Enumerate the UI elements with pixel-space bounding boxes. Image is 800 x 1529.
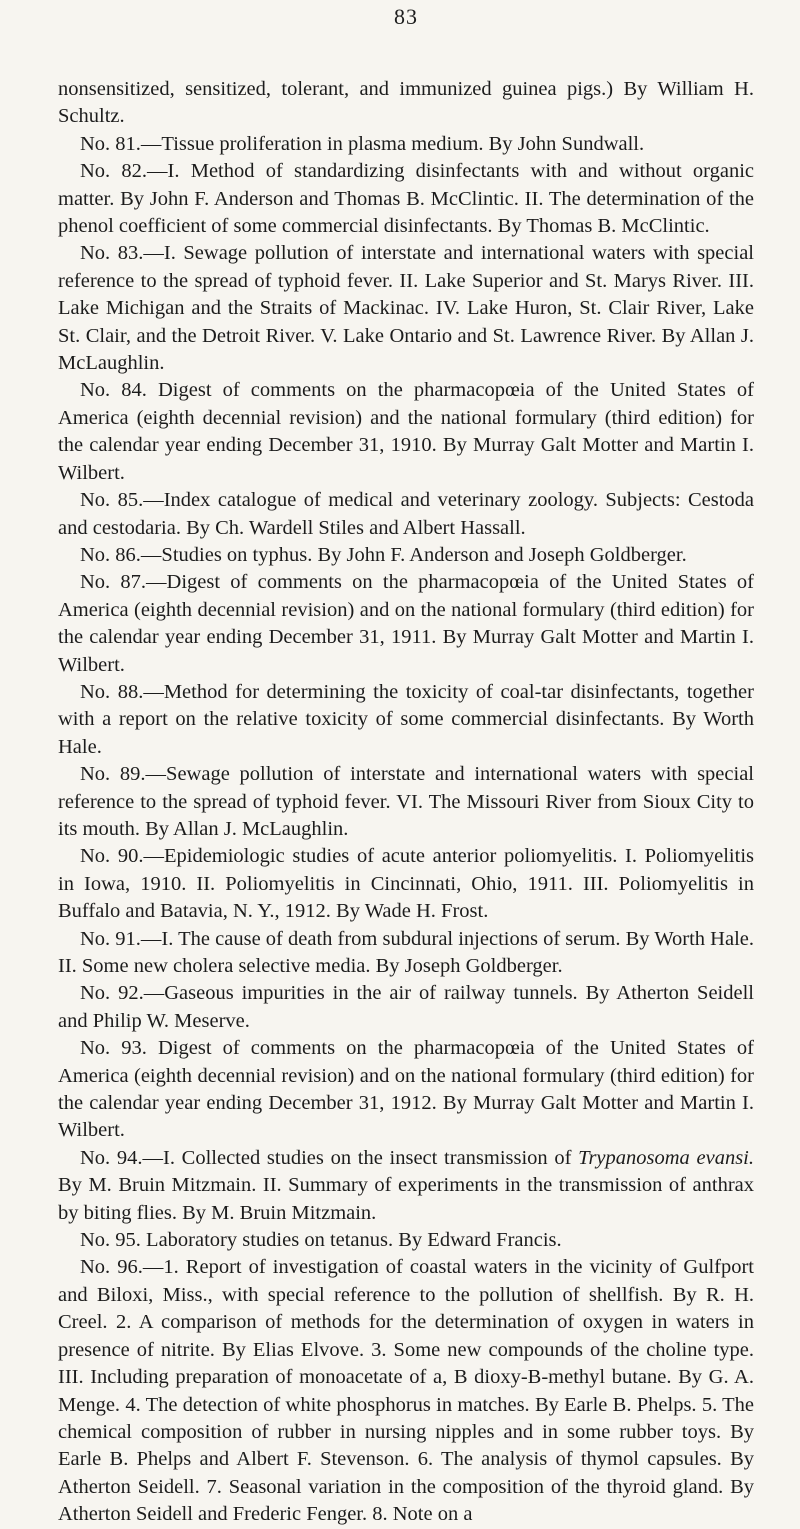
paragraph-no-84: No. 84. Digest of comments on the pharmacopœia of the United States of America (eighth decennial revision) and the national formulary (third edition) for the calendar year ending December 31, 1910. By Murray Galt Motter and Martin I. Wilbert. [58,379,754,484]
paragraph-no-83: No. 83.—I. Sewage pollution of interstate and international waters with special reference to the spread of typhoid fever. II. Lake Superior and St. Marys River. III. Lake Michigan and the Straits of Mackinac. IV. Lake Huron, St. Clair River, Lake St. Clair, and the Detroit River. V. Lake Ontario and St. Lawrence River. By Allan J. McLaughlin. [58,242,754,375]
paragraph-no-94-italic-term: Trypanosoma evansi. [578,1146,754,1169]
paragraph-no-82: No. 82.—I. Method of standardizing disinfectants with and without organic matter. By John F. Anderson and Thomas B. McClintic. II. The determination of the phenol coefficient of some commercial disinfectants. By Thomas B. McClintic. [58,160,754,238]
paragraph-no-81: No. 81.—Tissue proliferation in plasma medium. By John Sundwall. [80,132,645,155]
paragraph-no-85: No. 85.—Index catalogue of medical and veterinary zoology. Subjects: Cestoda and cestodaria. By Ch. Wardell Stiles and Albert Hassall. [58,489,754,539]
paragraph-no-91: No. 91.—I. The cause of death from subdural injections of serum. By Worth Hale. II. Some new cholera selective media. By Joseph Goldberger. [58,927,754,977]
paragraph-no-95: No. 95. Laboratory studies on tetanus. By Edward Francis. [80,1229,562,1252]
paragraph-no-92: No. 92.—Gaseous impurities in the air of railway tunnels. By Atherton Seidell and Philip W. Meserve. [58,982,754,1032]
paragraph-no-89: No. 89.—Sewage pollution of interstate and international waters with special reference to the spread of typhoid fever. VI. The Missouri River from Sioux City to its mouth. By Allan J. McLaughlin. [58,763,754,840]
paragraph-no-94 [58,1145,754,1227]
paragraph-no-87: No. 87.—Digest of comments on the pharmacopœia of the United States of America (eighth decennial revision) and on the national formulary (third edition) for the calendar year ending December 31, 1911. By Murray Galt Motter and Martin I. Wilbert. [58,571,754,676]
paragraph-no-90: No. 90.—Epidemiologic studies of acute anterior poliomyelitis. I. Poliomyelitis in Iowa, 1910. II. Poliomyelitis in Cincinnati, Ohio, 1911. III. Poliomyelitis in Buffalo and Batavia, N. Y., 1912. By Wade H. Frost. [58,845,754,923]
paragraph-no-96: No. 96.—1. Report of investigation of coastal waters in the vicinity of Gulfport and Biloxi, Miss., with special reference to the pollution of shellfish. By R. H. Creel. 2. A comparison of methods for the determination of oxygen in waters in presence of nitrite. By Elias Elvove. 3. Some new compounds of the choline type. III. Including preparation of monoacetate of a, B dioxy-B-methyl butane. By G. A. Menge. 4. The detection of white phosphorus in matches. By Earle B. Phelps. 5. The chemical composition of rubber in nursing nipples and in some rubber toys. By Earle B. Phelps and Albert F. Stevenson. 6. The analysis of thymol capsules. By Atherton Seidell. 7. Seasonal variation in the composition of the thyroid gland. By Atherton Seidell and Frederic Fenger. 8. Note on a [58,1256,754,1526]
paragraph-continuation: nonsensitized, sensitized, tolerant, and immunized guinea pigs.) By William H. Schultz. [58,78,754,128]
paragraph-no-86: No. 86.—Studies on typhus. By John F. Anderson and Joseph Goldberger. [80,543,687,566]
paragraph-no-88: No. 88.—Method for determining the toxicity of coal-tar disinfectants, together with a report on the relative toxicity of some commercial disinfectants. By Worth Hale. [58,680,754,758]
paragraph-no-93: No. 93. Digest of comments on the pharmacopœia of the United States of America (eighth decennial revision) and on the national formulary (third edition) for the calendar year ending December 31, 1912. By Murray Galt Motter and Martin I. Wilbert. [58,1037,754,1142]
paragraph-no-94-after: By M. Bruin Mitzmain. II. Summary of experiments in the transmission of anthrax by biting flies. By M. Bruin Mitzmain. [58,1174,754,1224]
paragraph-no-94-before: No. 94.—I. Collected studies on the insect transmission of [80,1146,579,1169]
page-number: 83 [394,4,418,29]
